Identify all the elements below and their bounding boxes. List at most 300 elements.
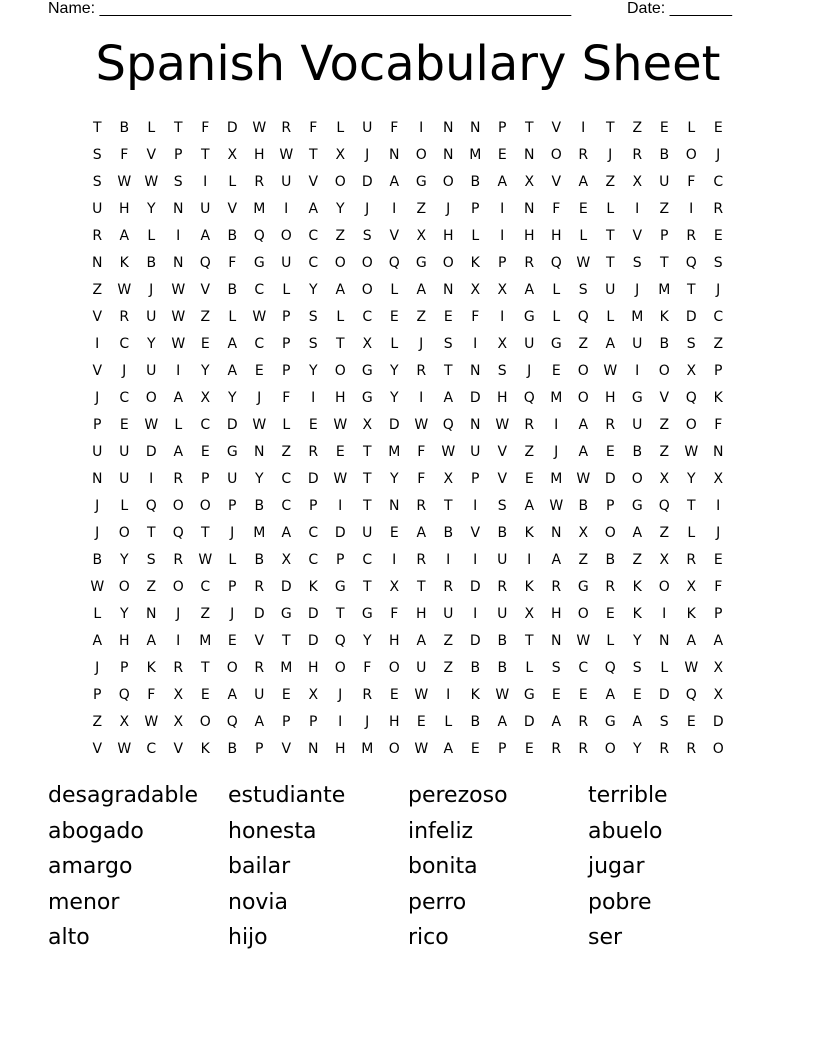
grid-letter: M [550, 389, 563, 406]
grid-letter: G [334, 578, 347, 595]
grid-letter: D [469, 632, 482, 649]
grid-letter: Z [416, 308, 427, 325]
grid-letter: E [632, 686, 643, 703]
grid-letter: D [658, 686, 671, 703]
grid-letter: O [172, 497, 185, 514]
grid-letter: I [689, 200, 694, 217]
grid-letter: Q [442, 416, 455, 433]
grid-letter: A [524, 281, 535, 298]
grid-letter: A [416, 281, 427, 298]
grid-letter: S [659, 713, 670, 730]
grid-letter: E [335, 443, 346, 460]
grid-letter: L [660, 659, 669, 676]
grid-letter: I [95, 335, 100, 352]
grid-letter: W [252, 119, 267, 136]
grid-letter: N [389, 497, 400, 514]
grid-letter: V [254, 632, 265, 649]
grid-letter: D [307, 470, 320, 487]
grid-letter: X [524, 173, 535, 190]
grid-letter: J [365, 146, 370, 163]
grid-letter: C [146, 740, 157, 757]
grid-letter: R [605, 416, 616, 433]
grid-letter: P [606, 497, 615, 514]
grid-letter: A [227, 686, 238, 703]
grid-letter: M [253, 524, 266, 541]
word-search-grid [84, 114, 732, 762]
grid-letter: V [497, 443, 508, 460]
grid-letter: R [605, 578, 616, 595]
grid-letter: X [470, 281, 481, 298]
grid-letter: Z [200, 308, 211, 325]
grid-letter: H [388, 713, 401, 730]
grid-letter: O [442, 173, 455, 190]
grid-letter: H [415, 605, 428, 622]
grid-letter: D [604, 470, 617, 487]
grid-letter: I [500, 227, 505, 244]
grid-letter: O [577, 605, 590, 622]
grid-letter: A [281, 524, 292, 541]
grid-letter: D [334, 524, 347, 541]
grid-letter: M [199, 632, 212, 649]
grid-letter: N [443, 119, 454, 136]
grid-letter: X [443, 470, 454, 487]
word-list-item: menor [48, 889, 120, 915]
grid-letter: J [446, 200, 451, 217]
grid-letter: P [498, 119, 507, 136]
grid-letter: I [554, 416, 559, 433]
grid-letter: F [390, 605, 399, 622]
grid-letter: Q [685, 254, 698, 271]
grid-letter: D [388, 416, 401, 433]
grid-letter: P [282, 308, 291, 325]
grid-letter: L [606, 200, 615, 217]
grid-letter: X [173, 713, 184, 730]
grid-letter: O [658, 578, 671, 595]
grid-letter: M [469, 146, 482, 163]
grid-letter: Y [389, 362, 400, 379]
grid-letter: Q [685, 686, 698, 703]
grid-letter: L [471, 227, 480, 244]
grid-letter: F [471, 308, 480, 325]
grid-letter: T [173, 119, 184, 136]
grid-letter: I [338, 713, 343, 730]
grid-letter: P [714, 362, 723, 379]
grid-letter: I [203, 173, 208, 190]
grid-letter: J [257, 389, 262, 406]
grid-letter: G [226, 443, 239, 460]
grid-letter: O [118, 578, 131, 595]
grid-letter: D [469, 578, 482, 595]
grid-letter: U [470, 443, 481, 460]
grid-letter: I [446, 686, 451, 703]
grid-letter: I [284, 200, 289, 217]
grid-letter: Z [416, 200, 427, 217]
grid-letter: V [92, 308, 103, 325]
grid-letter: Z [281, 443, 292, 460]
grid-letter: U [227, 470, 238, 487]
grid-letter: Z [92, 281, 103, 298]
word-list-item: abuelo [588, 818, 663, 844]
grid-letter: H [334, 740, 347, 757]
grid-letter: W [576, 254, 591, 271]
grid-letter: Z [443, 659, 454, 676]
grid-letter: E [389, 308, 400, 325]
grid-letter: D [469, 389, 482, 406]
grid-letter: A [146, 632, 157, 649]
grid-letter: R [281, 119, 292, 136]
grid-letter: R [173, 659, 184, 676]
grid-letter: W [198, 551, 213, 568]
grid-letter: T [200, 146, 211, 163]
grid-letter: I [392, 200, 397, 217]
grid-letter: Q [388, 254, 401, 271]
grid-letter: E [200, 686, 211, 703]
grid-letter: X [713, 659, 724, 676]
grid-letter: H [550, 227, 563, 244]
grid-letter: N [389, 146, 400, 163]
grid-letter: E [200, 443, 211, 460]
grid-letter: G [253, 254, 266, 271]
grid-letter: T [443, 362, 454, 379]
grid-letter: T [281, 632, 292, 649]
grid-letter: T [362, 443, 373, 460]
grid-letter: V [389, 227, 400, 244]
grid-letter: Y [254, 470, 265, 487]
grid-letter: R [632, 146, 643, 163]
grid-letter: Z [524, 443, 535, 460]
grid-letter: T [362, 470, 373, 487]
grid-letter: A [551, 551, 562, 568]
grid-letter: V [281, 740, 292, 757]
grid-letter: S [92, 173, 103, 190]
grid-letter: C [308, 254, 319, 271]
grid-letter: Y [146, 200, 157, 217]
grid-letter: Z [659, 524, 670, 541]
grid-letter: P [660, 227, 669, 244]
grid-letter: C [713, 173, 724, 190]
grid-letter: P [282, 713, 291, 730]
grid-letter: Y [632, 740, 643, 757]
grid-letter: P [228, 497, 237, 514]
grid-letter: W [171, 308, 186, 325]
grid-letter: T [605, 119, 616, 136]
grid-letter: P [120, 659, 129, 676]
grid-letter: Q [334, 632, 347, 649]
grid-letter: N [470, 416, 481, 433]
grid-letter: E [605, 443, 616, 460]
grid-letter: V [92, 362, 103, 379]
grid-letter: J [365, 713, 370, 730]
word-list-item: bailar [228, 854, 291, 879]
grid-letter: T [524, 632, 535, 649]
grid-letter: J [419, 335, 424, 352]
grid-letter: E [713, 227, 724, 244]
grid-letter: G [361, 605, 374, 622]
grid-letter: K [659, 308, 670, 325]
grid-letter: N [254, 443, 265, 460]
grid-letter: J [608, 146, 613, 163]
word-list-item: perro [408, 889, 467, 915]
grid-letter: Q [172, 524, 185, 541]
grid-letter: C [362, 551, 373, 568]
grid-letter: F [120, 146, 129, 163]
grid-letter: G [361, 389, 374, 406]
grid-letter: U [632, 416, 643, 433]
grid-letter: T [362, 578, 373, 595]
grid-letter: K [146, 659, 157, 676]
grid-letter: T [443, 497, 454, 514]
grid-letter: E [578, 686, 589, 703]
grid-letter: U [443, 605, 454, 622]
grid-letter: W [333, 416, 348, 433]
grid-letter: R [362, 686, 373, 703]
grid-letter: O [145, 389, 158, 406]
grid-letter: S [632, 254, 643, 271]
grid-letter: A [443, 740, 454, 757]
grid-letter: Z [632, 119, 643, 136]
grid-letter: B [659, 146, 670, 163]
grid-letter: L [228, 308, 237, 325]
grid-letter: J [230, 605, 235, 622]
grid-letter: G [577, 578, 590, 595]
grid-letter: L [687, 524, 696, 541]
grid-letter: N [92, 254, 103, 271]
word-list-item: terrible [588, 783, 668, 808]
grid-letter: E [605, 605, 616, 622]
grid-letter: W [279, 146, 294, 163]
grid-letter: T [200, 524, 211, 541]
grid-letter: Q [199, 254, 212, 271]
grid-letter: R [686, 551, 697, 568]
grid-letter: M [253, 200, 266, 217]
word-list-item: estudiante [228, 783, 346, 808]
grid-letter: W [414, 686, 429, 703]
grid-letter: A [524, 497, 535, 514]
grid-letter: T [335, 605, 346, 622]
grid-letter: H [334, 389, 347, 406]
grid-letter: W [603, 362, 618, 379]
grid-letter: Y [389, 389, 400, 406]
grid-letter: R [524, 254, 535, 271]
grid-letter: S [173, 173, 184, 190]
grid-letter: E [119, 416, 130, 433]
grid-letter: J [122, 362, 127, 379]
grid-letter: J [176, 605, 181, 622]
grid-letter: T [605, 227, 616, 244]
grid-letter: X [416, 227, 427, 244]
grid-letter: Q [577, 308, 590, 325]
grid-letter: W [414, 740, 429, 757]
grid-letter: H [253, 146, 266, 163]
grid-letter: Y [362, 632, 373, 649]
grid-letter: H [307, 659, 320, 676]
grid-letter: L [390, 335, 399, 352]
grid-letter: J [95, 497, 100, 514]
grid-letter: J [338, 686, 343, 703]
grid-letter: Y [146, 335, 157, 352]
grid-letter: B [659, 335, 670, 352]
grid-letter: N [308, 740, 319, 757]
grid-letter: O [631, 470, 644, 487]
grid-letter: C [713, 308, 724, 325]
grid-letter: A [254, 713, 265, 730]
grid-letter: B [146, 254, 157, 271]
grid-letter: P [498, 254, 507, 271]
grid-letter: W [144, 416, 159, 433]
grid-letter: V [659, 389, 670, 406]
grid-letter: L [687, 119, 696, 136]
grid-letter: T [416, 578, 427, 595]
grid-letter: F [390, 119, 399, 136]
grid-letter: C [308, 551, 319, 568]
grid-letter: O [685, 416, 698, 433]
grid-letter: E [281, 686, 292, 703]
grid-letter: P [282, 362, 291, 379]
grid-letter: N [524, 146, 535, 163]
grid-letter: O [577, 389, 590, 406]
grid-letter: C [200, 416, 211, 433]
grid-letter: G [361, 362, 374, 379]
grid-letter: B [254, 551, 265, 568]
grid-letter: Z [578, 335, 589, 352]
grid-letter: P [309, 713, 318, 730]
grid-letter: O [415, 146, 428, 163]
grid-letter: I [581, 119, 586, 136]
grid-letter: H [496, 389, 509, 406]
grid-letter: T [686, 497, 697, 514]
grid-letter: I [527, 551, 532, 568]
grid-letter: O [712, 740, 725, 757]
grid-letter: W [495, 416, 510, 433]
grid-letter: O [388, 740, 401, 757]
grid-letter: R [713, 200, 724, 217]
grid-letter: D [226, 119, 239, 136]
grid-letter: B [470, 659, 481, 676]
grid-letter: Z [578, 551, 589, 568]
date-field [627, 0, 732, 18]
name-label: Name: [48, 0, 96, 17]
grid-letter: U [92, 443, 103, 460]
grid-letter: W [252, 416, 267, 433]
grid-letter: Z [605, 173, 616, 190]
grid-letter: B [470, 713, 481, 730]
grid-letter: E [659, 119, 670, 136]
grid-letter: G [604, 713, 617, 730]
grid-letter: E [551, 686, 562, 703]
grid-letter: Q [523, 389, 536, 406]
name-line: _____________________________________________________ [99, 0, 572, 17]
grid-letter: O [334, 659, 347, 676]
grid-letter: U [362, 119, 373, 136]
grid-letter: A [686, 632, 697, 649]
grid-letter: G [415, 173, 428, 190]
grid-letter: Q [604, 659, 617, 676]
grid-letter: J [230, 524, 235, 541]
grid-letter: V [92, 740, 103, 757]
grid-letter: Z [335, 227, 346, 244]
grid-letter: S [443, 335, 454, 352]
grid-letter: Z [92, 713, 103, 730]
name-field [48, 0, 571, 18]
grid-letter: X [362, 416, 373, 433]
grid-letter: M [388, 443, 401, 460]
grid-letter: Z [713, 335, 724, 352]
word-list-item: rico [408, 925, 449, 950]
grid-letter: W [414, 416, 429, 433]
grid-letter: E [524, 740, 535, 757]
grid-letter: I [635, 200, 640, 217]
grid-letter: O [334, 254, 347, 271]
grid-letter: Z [659, 443, 670, 460]
word-list-item: desagradable [48, 783, 198, 808]
grid-letter: B [470, 173, 481, 190]
grid-letter: H [550, 605, 563, 622]
grid-letter: Q [226, 713, 239, 730]
grid-letter: S [92, 146, 103, 163]
grid-letter: I [176, 632, 181, 649]
grid-letter: O [280, 227, 293, 244]
grid-letter: A [200, 227, 211, 244]
grid-letter: I [635, 362, 640, 379]
word-list-item: perezoso [408, 783, 508, 808]
grid-letter: T [200, 659, 211, 676]
grid-letter: L [147, 119, 156, 136]
grid-letter: U [497, 551, 508, 568]
grid-letter: S [308, 335, 319, 352]
grid-letter: F [228, 254, 237, 271]
grid-letter: J [716, 146, 721, 163]
grid-letter: Y [119, 551, 130, 568]
grid-letter: W [171, 281, 186, 298]
grid-letter: F [417, 470, 426, 487]
grid-letter: O [388, 659, 401, 676]
grid-letter: F [363, 659, 372, 676]
grid-letter: W [333, 470, 348, 487]
grid-letter: P [714, 605, 723, 622]
grid-letter: L [147, 227, 156, 244]
grid-letter: E [524, 470, 535, 487]
grid-letter: V [146, 146, 157, 163]
grid-letter: J [149, 281, 154, 298]
grid-letter: O [199, 713, 212, 730]
grid-letter: T [146, 524, 157, 541]
grid-letter: U [497, 605, 508, 622]
grid-letter: W [171, 335, 186, 352]
grid-letter: E [254, 362, 265, 379]
grid-letter: D [712, 713, 725, 730]
grid-letter: R [173, 551, 184, 568]
grid-letter: A [632, 524, 643, 541]
grid-letter: N [713, 443, 724, 460]
grid-letter: F [417, 443, 426, 460]
grid-letter: D [307, 605, 320, 622]
grid-letter: V [551, 119, 562, 136]
grid-letter: O [334, 362, 347, 379]
grid-letter: K [632, 605, 643, 622]
grid-letter: R [686, 740, 697, 757]
grid-letter: T [524, 119, 535, 136]
grid-letter: M [550, 470, 563, 487]
word-list-item: novia [228, 889, 289, 915]
grid-letter: X [173, 686, 184, 703]
grid-letter: H [523, 227, 536, 244]
grid-letter: R [254, 578, 265, 595]
grid-letter: W [684, 443, 699, 460]
grid-letter: B [605, 551, 616, 568]
grid-letter: D [280, 578, 293, 595]
grid-letter: I [473, 551, 478, 568]
grid-letter: H [118, 200, 131, 217]
